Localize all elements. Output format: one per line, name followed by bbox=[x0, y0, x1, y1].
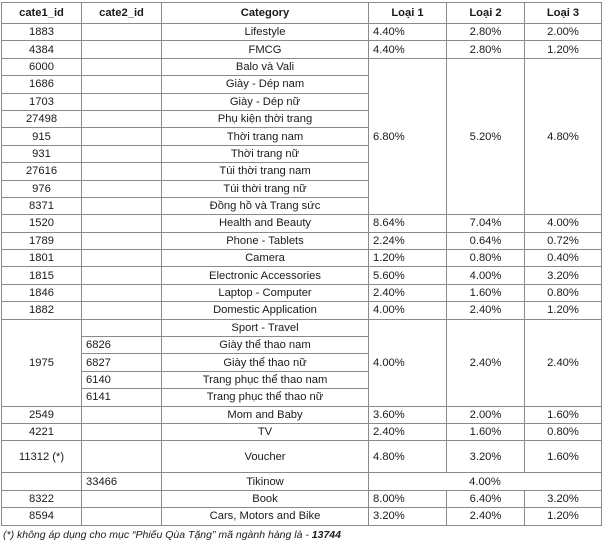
header-cate2-id: cate2_id bbox=[82, 3, 162, 24]
sport-loai-1-cell: 4.00% bbox=[369, 319, 447, 406]
cate1-id-cell: 1815 bbox=[2, 267, 82, 284]
category-cell: Electronic Accessories bbox=[162, 267, 369, 284]
category-cell: Lifestyle bbox=[162, 24, 369, 41]
cate1-id-cell: 4221 bbox=[2, 423, 82, 440]
cate2-id-cell bbox=[82, 58, 162, 75]
loai-1-cell: 4.40% bbox=[369, 24, 447, 41]
category-cell: Domestic Application bbox=[162, 302, 369, 319]
category-cell: Book bbox=[162, 490, 369, 507]
tikinow-fee-cell: 4.00% bbox=[369, 473, 602, 490]
commission-table bbox=[1, 2, 602, 526]
loai-3-cell: 0.40% bbox=[525, 250, 602, 267]
sport-cate1-id-cell: 1975 bbox=[2, 319, 82, 406]
loai-1-cell: 4.80% bbox=[369, 441, 447, 473]
cate1-id-cell: 8322 bbox=[2, 490, 82, 507]
loai-3-cell: 1.60% bbox=[525, 406, 602, 423]
cate1-id-cell: 1846 bbox=[2, 284, 82, 301]
table-row bbox=[2, 250, 602, 267]
table-row bbox=[2, 423, 602, 440]
loai-2-cell: 1.60% bbox=[447, 284, 525, 301]
cate2-id-cell bbox=[82, 110, 162, 127]
cate2-id-cell bbox=[82, 215, 162, 232]
cate1-id-cell: 1801 bbox=[2, 250, 82, 267]
table-row bbox=[2, 490, 602, 507]
loai-2-cell: 2.80% bbox=[447, 24, 525, 41]
footnote-code: 13744 bbox=[311, 529, 341, 541]
category-cell: Tikinow bbox=[162, 473, 369, 490]
header-loai-1: Loại 1 bbox=[369, 3, 447, 24]
cate1-id-cell: 27616 bbox=[2, 163, 82, 180]
loai-1-cell: 5.60% bbox=[369, 267, 447, 284]
cate2-id-cell bbox=[82, 267, 162, 284]
table-row bbox=[2, 267, 602, 284]
table-row bbox=[2, 508, 602, 525]
loai-2-cell: 3.20% bbox=[447, 441, 525, 473]
category-cell: Túi thời trang nữ bbox=[162, 180, 369, 197]
table-row bbox=[2, 319, 602, 336]
loai-2-cell: 2.40% bbox=[447, 508, 525, 525]
category-cell: Mom and Baby bbox=[162, 406, 369, 423]
loai-2-cell: 4.00% bbox=[447, 267, 525, 284]
cate2-id-cell: 33466 bbox=[82, 473, 162, 490]
cate1-id-cell: 8594 bbox=[2, 508, 82, 525]
loai-1-cell: 8.00% bbox=[369, 490, 447, 507]
category-cell: Health and Beauty bbox=[162, 215, 369, 232]
cate2-id-cell: 6141 bbox=[82, 389, 162, 406]
loai-3-cell: 1.20% bbox=[525, 508, 602, 525]
loai-1-cell: 2.24% bbox=[369, 232, 447, 249]
category-cell: Balo và Vali bbox=[162, 58, 369, 75]
category-cell: Túi thời trang nam bbox=[162, 163, 369, 180]
cate1-id-cell: 1882 bbox=[2, 302, 82, 319]
loai-1-cell: 2.40% bbox=[369, 284, 447, 301]
category-cell: Giày - Dép nữ bbox=[162, 93, 369, 110]
cate2-id-cell bbox=[82, 302, 162, 319]
footnote-text: (*) không áp dụng cho mục “Phiếu Qùa Tặng” mã ngành hàng là - bbox=[3, 529, 312, 541]
sport-loai-2-cell: 2.40% bbox=[447, 319, 525, 406]
category-cell: Phụ kiện thời trang bbox=[162, 110, 369, 127]
header-category: Category bbox=[162, 3, 369, 24]
cate1-id-cell: 1789 bbox=[2, 232, 82, 249]
cate2-id-cell bbox=[82, 406, 162, 423]
cate2-id-cell bbox=[82, 441, 162, 473]
loai-3-cell: 3.20% bbox=[525, 490, 602, 507]
cate1-id-cell: 11312 (*) bbox=[2, 441, 82, 473]
loai-3-cell: 0.80% bbox=[525, 284, 602, 301]
cate2-id-cell bbox=[82, 76, 162, 93]
loai-3-cell: 0.72% bbox=[525, 232, 602, 249]
category-cell: Trang phục thể thao nữ bbox=[162, 389, 369, 406]
footnote bbox=[3, 529, 341, 541]
category-cell: Cars, Motors and Bike bbox=[162, 508, 369, 525]
table-row bbox=[2, 302, 602, 319]
table-row bbox=[2, 41, 602, 58]
loai-3-cell: 4.00% bbox=[525, 215, 602, 232]
table-row bbox=[2, 58, 602, 75]
category-cell: Thời trang nữ bbox=[162, 145, 369, 162]
cate1-id-cell: 1883 bbox=[2, 24, 82, 41]
category-cell: Sport - Travel bbox=[162, 319, 369, 336]
loai-3-cell: 0.80% bbox=[525, 423, 602, 440]
cate2-id-cell bbox=[82, 145, 162, 162]
table-row bbox=[2, 232, 602, 249]
cate1-id-cell: 1686 bbox=[2, 76, 82, 93]
cate2-id-cell: 6826 bbox=[82, 337, 162, 354]
fashion-loai-3-cell: 4.80% bbox=[525, 58, 602, 215]
cate2-id-cell bbox=[82, 284, 162, 301]
loai-2-cell: 2.80% bbox=[447, 41, 525, 58]
category-cell: Đồng hồ và Trang sức bbox=[162, 197, 369, 214]
loai-3-cell: 1.20% bbox=[525, 41, 602, 58]
sport-loai-3-cell: 2.40% bbox=[525, 319, 602, 406]
cate1-id-cell: 915 bbox=[2, 128, 82, 145]
loai-2-cell: 7.04% bbox=[447, 215, 525, 232]
cate2-id-cell bbox=[82, 41, 162, 58]
cate2-id-cell: 6140 bbox=[82, 371, 162, 388]
loai-2-cell: 6.40% bbox=[447, 490, 525, 507]
cate1-id-cell: 1703 bbox=[2, 93, 82, 110]
category-cell: FMCG bbox=[162, 41, 369, 58]
cate2-id-cell bbox=[82, 128, 162, 145]
cate2-id-cell bbox=[82, 490, 162, 507]
category-cell: TV bbox=[162, 423, 369, 440]
cate2-id-cell: 6827 bbox=[82, 354, 162, 371]
table-row bbox=[2, 473, 602, 490]
cate1-id-cell: 6000 bbox=[2, 58, 82, 75]
cate1-id-cell: 1520 bbox=[2, 215, 82, 232]
loai-1-cell: 1.20% bbox=[369, 250, 447, 267]
table-row bbox=[2, 441, 602, 473]
table-row bbox=[2, 24, 602, 41]
header-loai-3: Loại 3 bbox=[525, 3, 602, 24]
table-row bbox=[2, 215, 602, 232]
header-cate1-id: cate1_id bbox=[2, 3, 82, 24]
category-cell: Thời trang nam bbox=[162, 128, 369, 145]
category-cell: Giày - Dép nam bbox=[162, 76, 369, 93]
loai-1-cell: 3.20% bbox=[369, 508, 447, 525]
cate1-id-cell: 27498 bbox=[2, 110, 82, 127]
loai-1-cell: 3.60% bbox=[369, 406, 447, 423]
cate1-id-cell bbox=[2, 473, 82, 490]
cate2-id-cell bbox=[82, 93, 162, 110]
category-cell: Voucher bbox=[162, 441, 369, 473]
category-cell: Camera bbox=[162, 250, 369, 267]
cate2-id-cell bbox=[82, 24, 162, 41]
loai-2-cell: 1.60% bbox=[447, 423, 525, 440]
cate2-id-cell bbox=[82, 508, 162, 525]
loai-1-cell: 2.40% bbox=[369, 423, 447, 440]
category-cell: Laptop - Computer bbox=[162, 284, 369, 301]
cate2-id-cell bbox=[82, 423, 162, 440]
cate1-id-cell: 8371 bbox=[2, 197, 82, 214]
cate2-id-cell bbox=[82, 250, 162, 267]
category-cell: Giày thể thao nam bbox=[162, 337, 369, 354]
cate2-id-cell bbox=[82, 319, 162, 336]
category-cell: Phone - Tablets bbox=[162, 232, 369, 249]
table-row bbox=[2, 284, 602, 301]
loai-1-cell: 4.00% bbox=[369, 302, 447, 319]
loai-1-cell: 4.40% bbox=[369, 41, 447, 58]
cate1-id-cell: 4384 bbox=[2, 41, 82, 58]
header-row bbox=[2, 3, 602, 24]
table-row bbox=[2, 406, 602, 423]
loai-3-cell: 2.00% bbox=[525, 24, 602, 41]
cate2-id-cell bbox=[82, 163, 162, 180]
category-cell: Giày thể thao nữ bbox=[162, 354, 369, 371]
loai-3-cell: 3.20% bbox=[525, 267, 602, 284]
loai-1-cell: 8.64% bbox=[369, 215, 447, 232]
loai-2-cell: 2.40% bbox=[447, 302, 525, 319]
cate1-id-cell: 2549 bbox=[2, 406, 82, 423]
fashion-loai-1-cell: 6.80% bbox=[369, 58, 447, 215]
header-loai-2: Loại 2 bbox=[447, 3, 525, 24]
cate1-id-cell: 976 bbox=[2, 180, 82, 197]
cate2-id-cell bbox=[82, 180, 162, 197]
category-cell: Trang phục thể thao nam bbox=[162, 371, 369, 388]
fashion-loai-2-cell: 5.20% bbox=[447, 58, 525, 215]
cate1-id-cell: 931 bbox=[2, 145, 82, 162]
loai-2-cell: 2.00% bbox=[447, 406, 525, 423]
cate2-id-cell bbox=[82, 232, 162, 249]
loai-3-cell: 1.20% bbox=[525, 302, 602, 319]
loai-3-cell: 1.60% bbox=[525, 441, 602, 473]
loai-2-cell: 0.80% bbox=[447, 250, 525, 267]
cate2-id-cell bbox=[82, 197, 162, 214]
loai-2-cell: 0.64% bbox=[447, 232, 525, 249]
